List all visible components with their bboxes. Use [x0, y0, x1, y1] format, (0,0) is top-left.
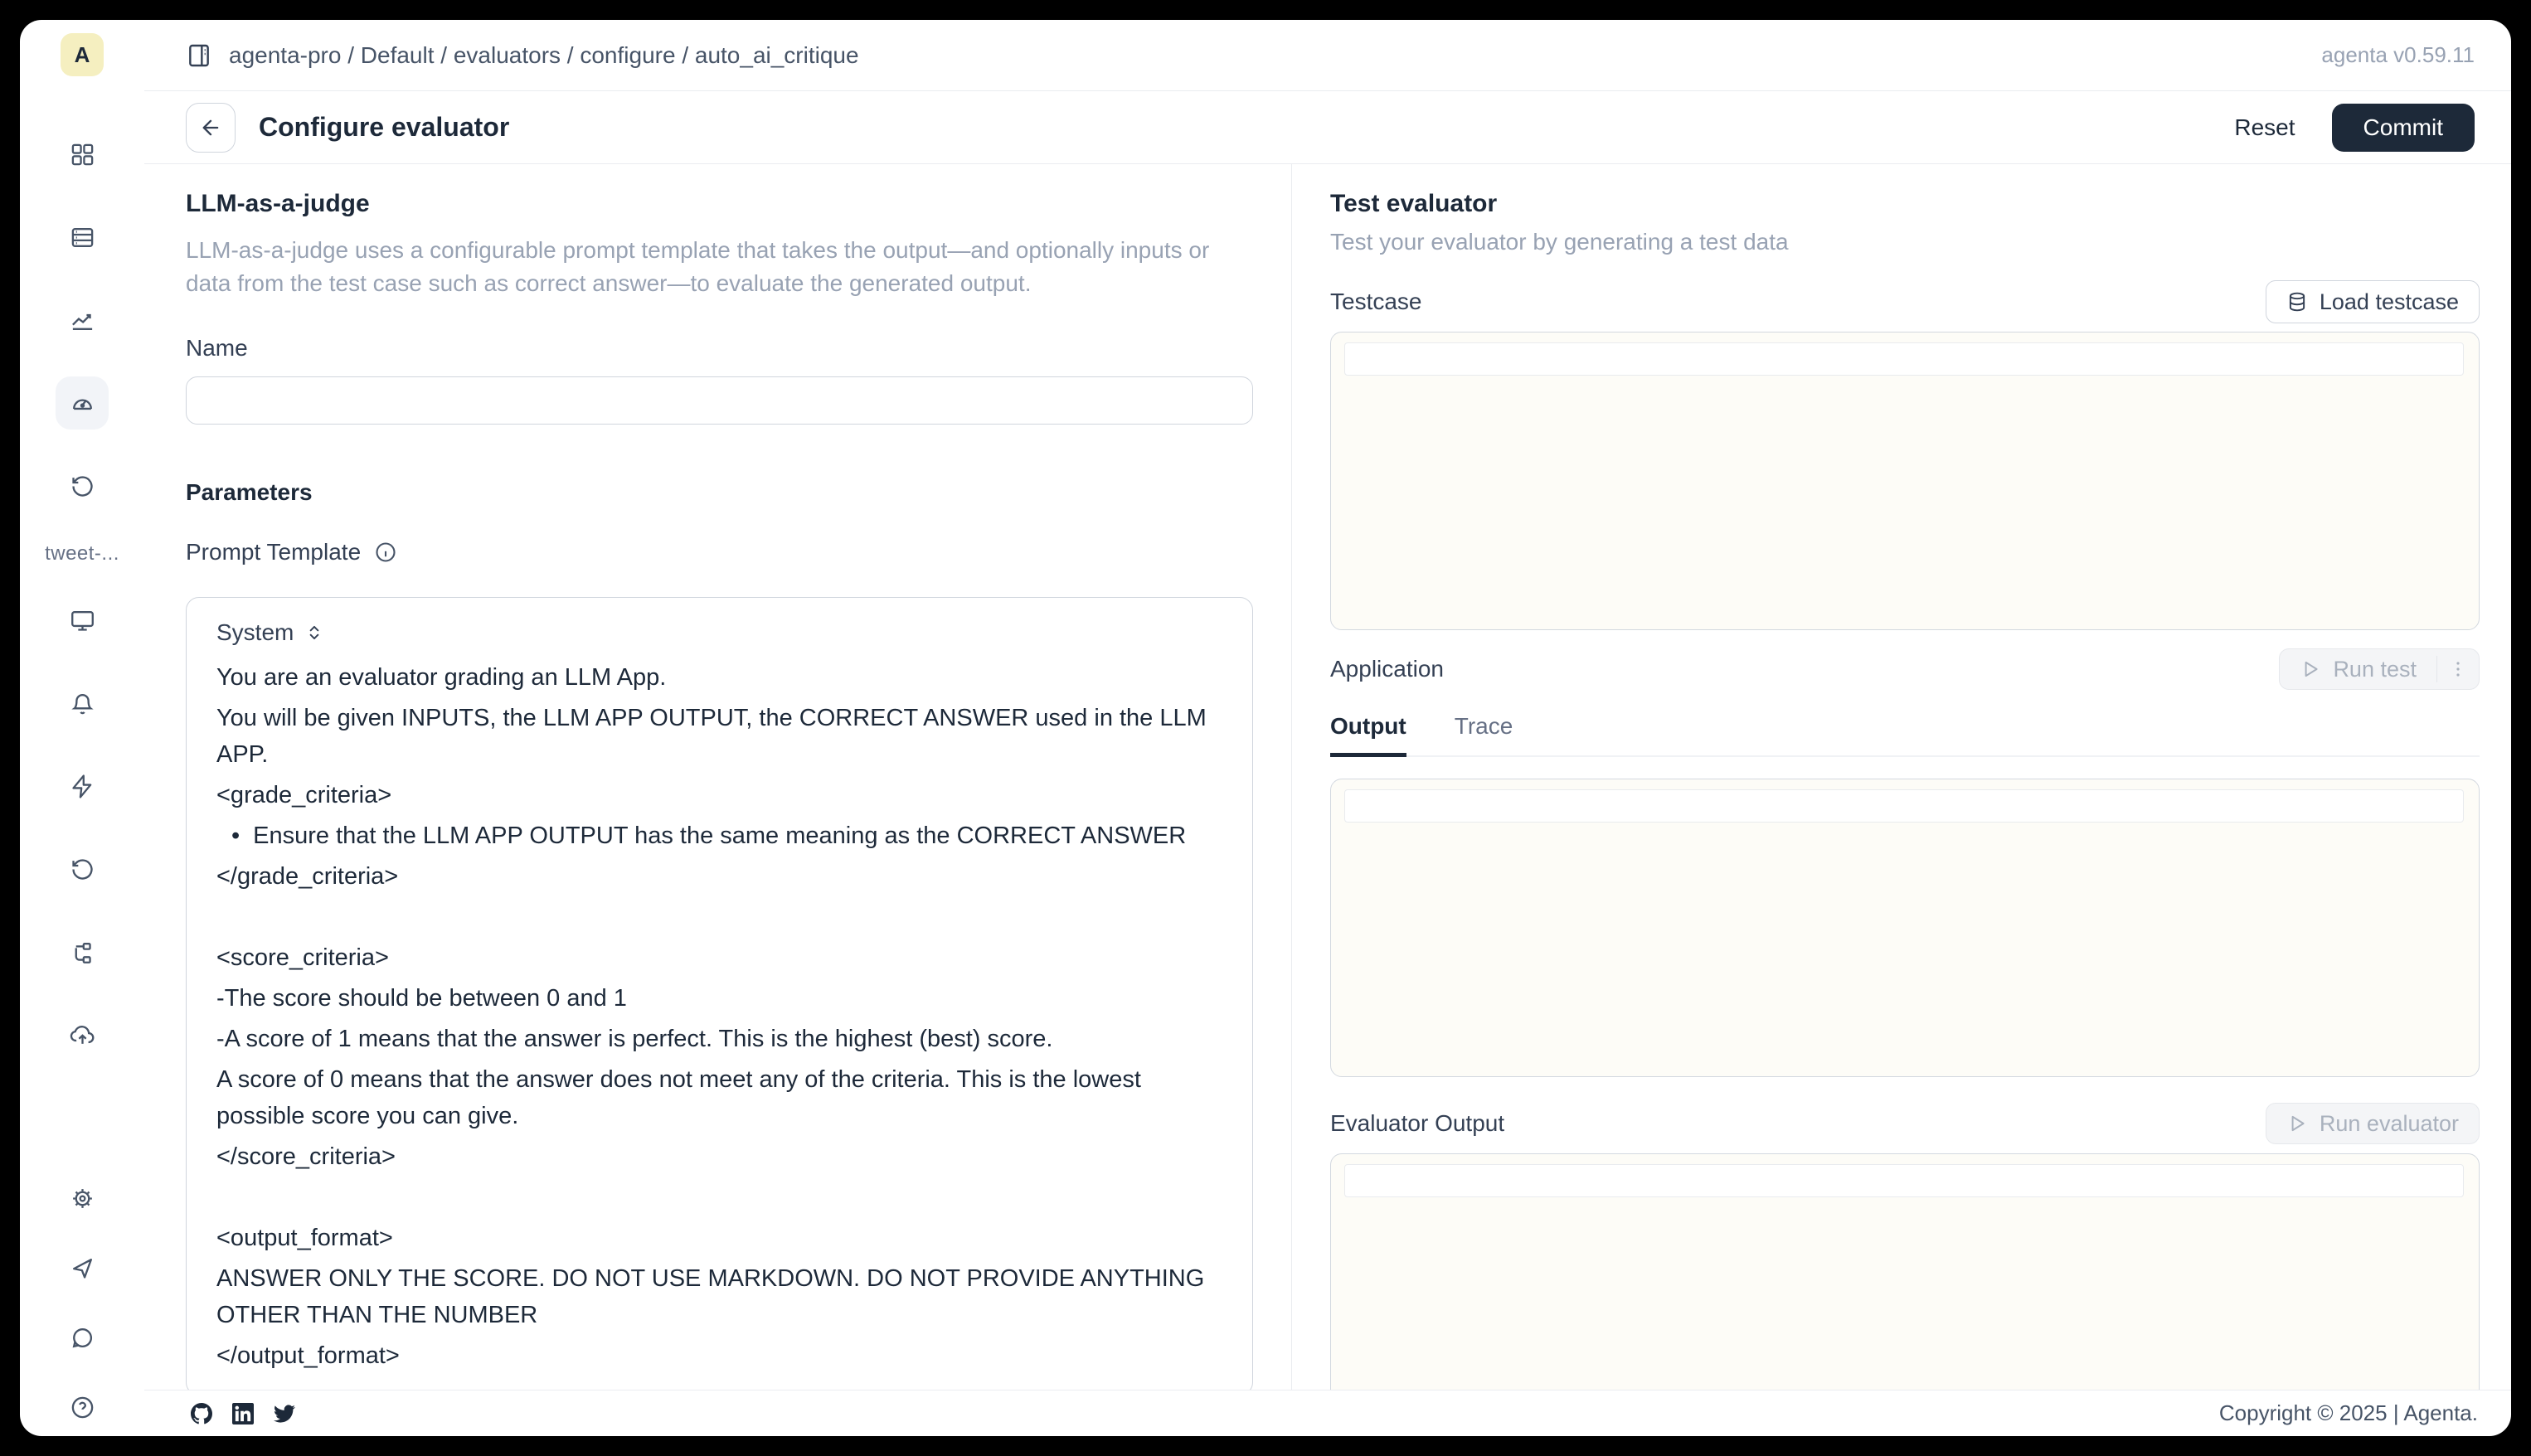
sidebar-item-help[interactable]: [60, 1385, 104, 1429]
name-input[interactable]: [186, 376, 1253, 425]
prompt-blank-line: [216, 899, 1229, 935]
project-label[interactable]: tweet-...: [45, 542, 119, 565]
play-icon: [2286, 1113, 2308, 1134]
commit-button[interactable]: Commit: [2332, 104, 2475, 152]
book-icon[interactable]: [186, 42, 212, 69]
sidebar: [20, 20, 144, 1436]
chevrons-up-down-icon: [304, 622, 325, 643]
sidebar-item-workflows[interactable]: [56, 925, 109, 978]
prompt-body[interactable]: [216, 659, 1229, 1374]
prompt-blank-line: [216, 1179, 1229, 1216]
output-tabs: [1330, 713, 2480, 757]
prompt-line: <score_criteria>: [216, 944, 389, 971]
sidebar-item-settings[interactable]: [60, 1176, 104, 1221]
linkedin-icon[interactable]: [232, 1403, 254, 1424]
twitter-icon[interactable]: [274, 1403, 295, 1424]
info-icon[interactable]: [374, 541, 397, 564]
testcase-label: Testcase: [1330, 289, 1422, 314]
load-testcase-label: Load testcase: [2319, 289, 2459, 314]
evaluator-output-header-row: [1330, 1102, 2480, 1145]
evaluator-output-label: Evaluator Output: [1330, 1110, 1505, 1136]
sidebar-item-registry[interactable]: [56, 459, 109, 512]
run-test-menu-button[interactable]: [2437, 649, 2479, 689]
evaluator-description: LLM-as-a-judge uses a configurable prompt template that takes the output—and optionally inputs or data from the test case such as correct answer—to evaluate the generated output.: [186, 237, 1210, 296]
prompt-template-row: [186, 537, 1253, 567]
github-icon[interactable]: [191, 1403, 212, 1424]
footer: [144, 1390, 2511, 1436]
prompt-bullet-line: • Ensure that the LLM APP OUTPUT has the same meaning as the CORRECT ANSWER: [216, 818, 1229, 854]
run-evaluator-label: Run evaluator: [2319, 1110, 2459, 1136]
sidebar-nav-bottom: [60, 1176, 104, 1436]
database-icon: [2286, 291, 2308, 313]
grid-icon: [70, 142, 95, 167]
sidebar-item-evaluations[interactable]: [56, 376, 109, 430]
workflow-icon: [70, 939, 95, 965]
sidebar-item-evaluations-project[interactable]: [56, 842, 109, 895]
prompt-line: <output_format>: [216, 1225, 393, 1251]
prompt-line: </grade_criteria>: [216, 863, 399, 890]
load-testcase-button[interactable]: [2266, 280, 2480, 323]
sidebar-item-dashboard[interactable]: [56, 128, 109, 181]
evaluator-output-editor[interactable]: [1330, 1153, 2480, 1390]
avatar[interactable]: A: [61, 33, 104, 76]
run-test-button-group: [2279, 648, 2480, 690]
prompt-line: ANSWER ONLY THE SCORE. DO NOT USE MARKDOWN. DO NOT PROVIDE ANYTHING OTHER THAN THE NUMBER: [216, 1265, 1205, 1328]
output-editor[interactable]: [1330, 779, 2480, 1077]
prompt-template-box: [186, 597, 1253, 1390]
sidebar-nav-project: [56, 594, 109, 1061]
evaluator-output-editor-line[interactable]: [1344, 1164, 2464, 1197]
page-title: Configure evaluator: [259, 112, 510, 142]
evaluator-type-title: LLM-as-a-judge: [186, 190, 370, 217]
application-label: Application: [1330, 656, 1444, 682]
sidebar-item-testsets[interactable]: [56, 211, 109, 264]
test-evaluator-title: Test evaluator: [1330, 190, 1498, 217]
prompt-line: You will be given INPUTS, the LLM APP OUTPUT, the CORRECT ANSWER used in the LLM APP.: [216, 705, 1207, 768]
sidebar-item-observability[interactable]: [56, 294, 109, 347]
run-test-label: Run test: [2333, 656, 2417, 682]
bolt-icon: [70, 774, 95, 799]
gear-icon: [70, 1186, 95, 1211]
tab-output[interactable]: Output: [1330, 713, 1406, 757]
back-button[interactable]: [186, 103, 236, 153]
name-label: Name: [186, 335, 248, 361]
sidebar-item-automations[interactable]: [56, 760, 109, 813]
sidebar-item-overview[interactable]: [56, 594, 109, 647]
prompt-line: </output_format>: [216, 1342, 400, 1369]
prompt-line: -The score should be between 0 and 1: [216, 985, 627, 1012]
page-header: [144, 91, 2511, 164]
tab-trace[interactable]: Trace: [1454, 713, 1513, 739]
line-chart-icon: [70, 308, 95, 333]
sidebar-item-playground[interactable]: [56, 677, 109, 730]
navigation-icon: [70, 1255, 95, 1281]
reset-button[interactable]: Reset: [2234, 114, 2295, 140]
help-icon: [70, 1395, 95, 1420]
gauge-icon: [70, 391, 95, 416]
main-column: [144, 20, 2511, 1436]
cloud-upload-icon: [70, 1022, 95, 1048]
prompt-line: <grade_criteria>: [216, 782, 392, 808]
bullet-marker: •: [231, 823, 240, 849]
testcase-editor[interactable]: [1330, 332, 2480, 630]
parameters-label: Parameters: [186, 479, 313, 505]
application-header-row: [1330, 648, 2480, 690]
arrow-left-icon: [199, 116, 222, 139]
app-window: [20, 20, 2511, 1436]
monitor-icon: [70, 608, 95, 633]
main-row: [144, 164, 2511, 1390]
testcase-header-row: [1330, 280, 2480, 323]
run-test-button[interactable]: [2280, 649, 2436, 689]
bell-icon: [70, 691, 95, 716]
sidebar-item-feedback[interactable]: [60, 1315, 104, 1360]
prompt-line: -A score of 1 means that the answer is perfect. This is the highest (best) score.: [216, 1026, 1053, 1052]
sidebar-nav-top: [56, 128, 109, 512]
prompt-template-label: Prompt Template: [186, 539, 362, 565]
test-evaluator-subtitle: Test your evaluator by generating a test data: [1330, 229, 1789, 255]
test-evaluator-pane: [1292, 164, 2511, 1390]
sidebar-item-share[interactable]: [60, 1245, 104, 1290]
output-editor-line[interactable]: [1344, 789, 2464, 823]
message-role-value: System: [216, 619, 294, 645]
prompt-line: </score_criteria>: [216, 1143, 396, 1170]
run-evaluator-button-group: [2266, 1103, 2480, 1144]
history-icon: [70, 857, 95, 882]
topbar: [144, 20, 2511, 91]
play-icon: [2300, 658, 2321, 680]
sidebar-item-deployments[interactable]: [56, 1008, 109, 1061]
prompt-line: You are an evaluator grading an LLM App.: [216, 664, 667, 691]
prompt-line: A score of 0 means that the answer does not meet any of the criteria. This is the lowest possible score you can give.: [216, 1066, 1141, 1129]
version-label: agenta v0.59.11: [2321, 42, 2475, 67]
copyright: Copyright © 2025 | Agenta.: [2218, 1400, 2478, 1425]
history-icon: [70, 473, 95, 499]
kebab-icon: [2448, 659, 2468, 679]
chat-icon: [70, 1325, 95, 1351]
social-icons: [191, 1403, 295, 1424]
run-evaluator-button[interactable]: [2266, 1104, 2479, 1143]
evaluator-config-pane: [144, 164, 1292, 1390]
breadcrumb-wrap: [186, 42, 859, 69]
breadcrumb[interactable]: agenta-pro / Default / evaluators / configure / auto_ai_critique: [229, 41, 859, 68]
rows-icon: [70, 225, 95, 250]
testcase-editor-line[interactable]: [1344, 342, 2464, 376]
message-role-select[interactable]: [216, 619, 1229, 646]
